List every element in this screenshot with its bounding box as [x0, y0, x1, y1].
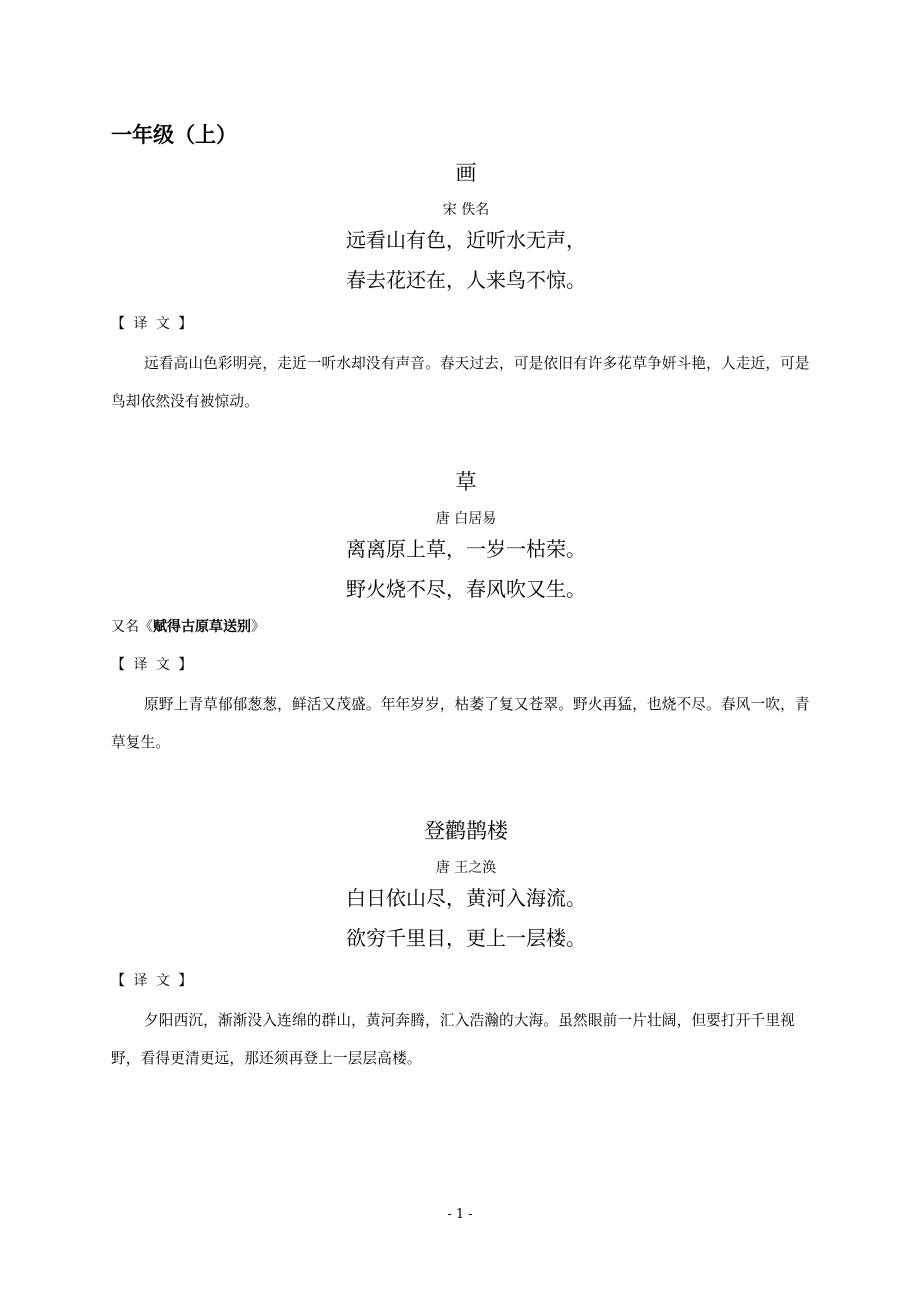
poem-section	[111, 817, 821, 1078]
translation-text: 原野上青草郁郁葱葱，鲜活又茂盛。年年岁岁，枯萎了复又苍翠。野火再猛，也烧不尽。春风一吹，青草复生。	[111, 696, 810, 751]
poem-line: 白日依山尽，黄河入海流。	[346, 886, 586, 910]
translation-label: 【 译 文 】	[111, 316, 195, 332]
translation-label: 【 译 文 】	[111, 657, 195, 673]
alternate-title-work: 赋得古原草送别	[153, 619, 251, 635]
translation-text: 夕阳西沉，渐渐没入连绵的群山，黄河奔腾，汇入浩瀚的大海。虽然眼前一片壮阔，但要打开千里视野，看得更清更远，那还须再登上一层层高楼。	[111, 1012, 795, 1067]
poem-title: 草	[455, 470, 477, 494]
alternate-title-prefix: 又名《	[111, 619, 153, 635]
poem-title: 画	[455, 161, 477, 185]
poem-line: 欲穷千里目，更上一层楼。	[346, 926, 586, 950]
translation-text: 远看高山色彩明亮，走近一听水却没有声音。春天过去，可是依旧有许多花草争妍斗艳，人走近，可是鸟却依然没有被惊动。	[111, 355, 810, 410]
page-number: - 1 -	[447, 1207, 473, 1222]
poem-line: 远看山有色，近听水无声，	[346, 228, 586, 252]
poem-title: 登鹳鹊楼	[424, 819, 508, 843]
grade-heading: 一年级（上）	[111, 123, 237, 147]
poem-line: 野火烧不尽，春风吹又生。	[346, 577, 586, 601]
poem-author: 宋 佚名	[442, 202, 490, 218]
poem-line: 春去花还在，人来鸟不惊。	[346, 268, 586, 292]
translation-label: 【 译 文 】	[111, 973, 195, 989]
alternate-title	[111, 617, 821, 637]
poem-line: 离离原上草，一岁一枯荣。	[346, 537, 586, 561]
poem-section	[111, 159, 821, 421]
poem-section	[111, 468, 821, 762]
poem-author: 唐 王之涣	[435, 860, 497, 876]
alternate-title-suffix: 》	[251, 619, 265, 635]
poem-author: 唐 白居易	[435, 511, 497, 527]
